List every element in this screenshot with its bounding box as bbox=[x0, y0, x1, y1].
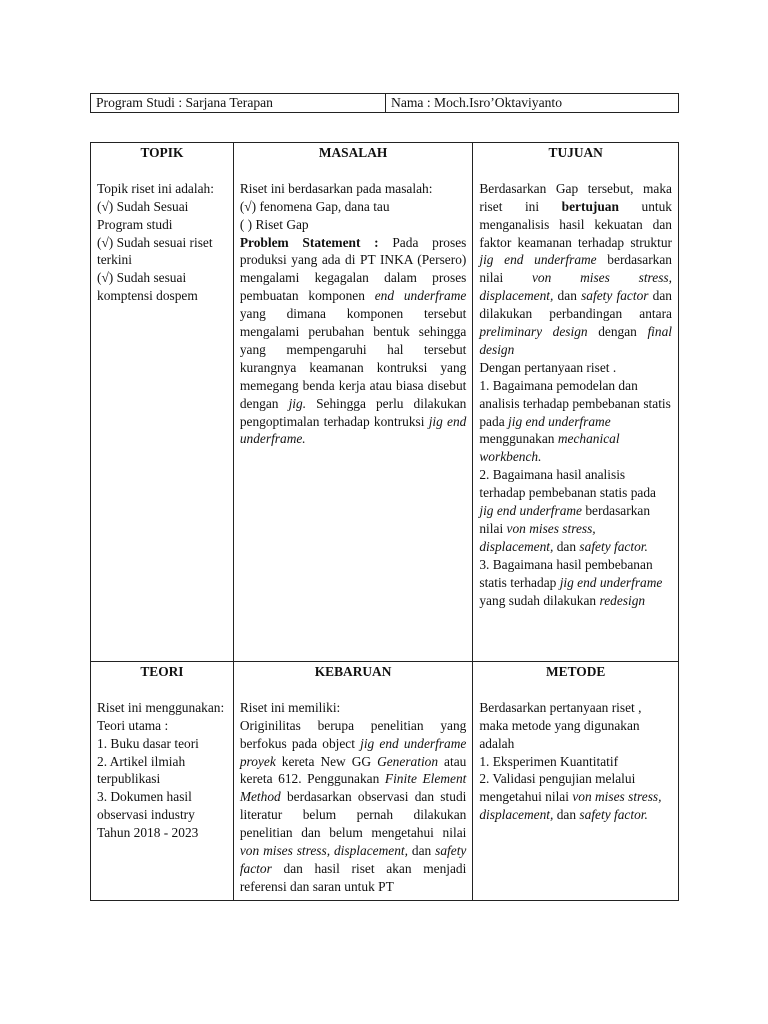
metode-cell bbox=[473, 662, 679, 901]
nama-cell bbox=[386, 94, 679, 113]
metode-item: 2. Validasi pengujian melalui mengetahui nilai von mises stress, displacement, dan safety factor. bbox=[479, 771, 662, 823]
tujuan-question: 3. Bagaimana hasil pembebanan statis terhadap jig end underframe yang sudah dilakukan redesign bbox=[479, 556, 663, 608]
program-studi-cell bbox=[91, 94, 386, 113]
problem-statement: Problem Statement : Pada proses produksi yang ada di PT INKA (Persero) mengalami kegagalan dalam proses pembuatan komponen end underframe yang dimana komponen tersebut mengalami perubahan bentuk sehingga yang mempengaruhi hal tersebut kurangnya keamanan kontruksi yang memegang benda kerja atau biasa disebut dengan jig. Sehingga perlu dilakukan pengoptimalan terhadap kontruksi jig end underframe. bbox=[239, 234, 467, 447]
topik-item: (√) Sudah sesuai riset terkini bbox=[97, 234, 213, 268]
tujuan-question: 2. Bagaimana hasil analisis terhadap pembebanan statis pada jig end underframe berdasarkan nilai von mises stress, displacement, dan safety factor. bbox=[479, 467, 656, 554]
teori-utama: Teori utama : bbox=[97, 717, 169, 733]
row-teori-kebaruan-metode bbox=[91, 662, 679, 901]
metode-item: 1. Eksperimen Kuantitatif bbox=[479, 753, 619, 769]
masalah-intro: Riset ini berdasarkan pada masalah: bbox=[239, 180, 433, 196]
teori-heading: TEORI bbox=[140, 664, 184, 679]
topik-item: (√) Sudah sesuai komptensi dospem bbox=[97, 270, 198, 304]
program-studi-text: Program Studi : Sarjana Terapan bbox=[96, 95, 273, 110]
metode-heading: METODE bbox=[546, 664, 606, 679]
teori-cell bbox=[91, 662, 234, 901]
kebaruan-paragraph: Originilitas berupa penelitian yang berfokus pada object jig end underframe proyek kereta New GG Generation atau kereta 612. Penggunakan Finite Element Method berdasarkan observasi dan studi literatur belum pernah dilakukan penelitian dan belum mengetahui nilai von mises stress, displacement, dan safety factor dan hasil riset akan menjadi referensi dan saran untuk PT bbox=[239, 717, 467, 894]
topik-heading: TOPIK bbox=[140, 145, 184, 160]
masalah-option: ( ) Riset Gap bbox=[239, 216, 309, 232]
tujuan-heading: TUJUAN bbox=[548, 145, 603, 160]
nama-text: Nama : Moch.Isro’Oktaviyanto bbox=[391, 95, 563, 110]
problem-statement-label: Problem Statement : bbox=[239, 234, 379, 250]
topik-item: (√) Sudah Sesuai Program studi bbox=[97, 198, 189, 232]
header-table bbox=[90, 93, 679, 113]
topik-cell bbox=[91, 143, 234, 662]
kebaruan-intro: Riset ini memiliki: bbox=[239, 699, 341, 715]
teori-item: 1. Buku dasar teori bbox=[97, 735, 199, 751]
kebaruan-cell bbox=[233, 662, 473, 901]
research-table bbox=[90, 142, 679, 901]
masalah-heading: MASALAH bbox=[318, 145, 388, 160]
row-topik-masalah-tujuan bbox=[91, 143, 679, 662]
tujuan-question: 1. Bagaimana pemodelan dan analisis terhadap pembebanan statis pada jig end underframe menggunakan mechanical workbench. bbox=[479, 377, 671, 465]
kebaruan-heading: KEBARUAN bbox=[314, 664, 392, 679]
masalah-cell bbox=[233, 143, 473, 662]
teori-intro: Riset ini menggunakan: bbox=[97, 699, 225, 715]
masalah-option: (√) fenomena Gap, dana tau bbox=[239, 198, 390, 214]
tujuan-question-intro: Dengan pertanyaan riset . bbox=[479, 359, 617, 375]
teori-item: 2. Artikel ilmiah terpublikasi bbox=[97, 753, 186, 787]
metode-intro: Berdasarkan pertanyaan riset , maka metode yang digunakan adalah bbox=[479, 699, 642, 751]
tujuan-cell bbox=[473, 143, 679, 662]
tujuan-paragraph: Berdasarkan Gap tersebut, maka riset ini bertujuan untuk menganalisis hasil kekuatan dan faktor keamanan terhadap struktur jig end underframe berdasarkan nilai von mises stress, displacement, dan safety factor dan dilakukan perbandingan antara preliminary design dengan final design bbox=[479, 180, 673, 357]
topik-intro: Topik riset ini adalah: bbox=[97, 180, 214, 196]
teori-item: 3. Dokumen hasil observasi industry Tahun 2018 - 2023 bbox=[97, 789, 199, 841]
